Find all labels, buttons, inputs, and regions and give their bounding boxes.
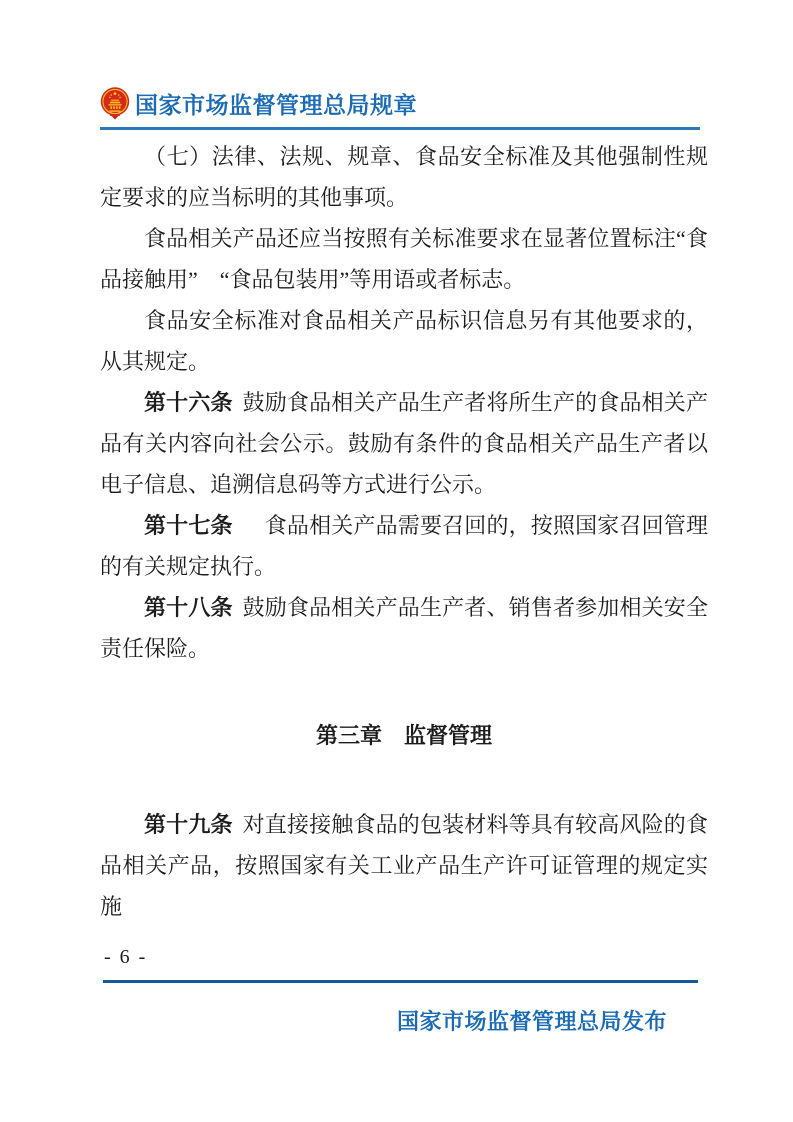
page-number: - 6 - — [104, 946, 148, 968]
paragraph-article-19 — [100, 804, 708, 927]
publisher-label: 国家市场监督管理总局发布 — [396, 1009, 667, 1034]
paragraph-standard-note — [100, 300, 708, 382]
paragraph-text: 食品相关产品需要召回的，按照国家召回管理的有关规定执行。 — [100, 513, 708, 579]
paragraph-article-17 — [100, 505, 708, 587]
article-number-18: 第十八条 — [144, 595, 233, 620]
paragraph-labeling-note — [100, 218, 708, 300]
paragraph-article-18 — [100, 587, 708, 669]
paragraph-text: （七）法律、法规、规章、食品安全标准及其他强制性规定要求的应当标明的其他事项。 — [100, 144, 708, 210]
page-header — [100, 84, 705, 122]
header-rule — [100, 127, 700, 130]
paragraph-text: 对直接接触食品的包装材料等具有较高风险的食品相关产品，按照国家有关工业产品生产许可证管理的规定实施 — [100, 812, 708, 919]
paragraph-text: 鼓励食品相关产品生产者将所生产的食品相关产品有关内容向社会公示。鼓励有条件的食品相关产品生产者以电子信息、追溯信息码等方式进行公示。 — [100, 390, 708, 497]
article-number-17: 第十七条 — [144, 513, 233, 538]
chapter-heading: 第三章 监督管理 — [315, 723, 492, 748]
paragraph-article-16 — [100, 382, 708, 505]
page-title: 国家市场监督管理总局规章 — [135, 91, 417, 118]
paragraph-text: 食品相关产品还应当按照有关标准要求在显著位置标注“食品接触用” “食品包装用”等用语或者标志。 — [100, 226, 708, 292]
document-body — [100, 136, 708, 927]
paragraph-text: 鼓励食品相关产品生产者、销售者参加相关安全责任保险。 — [100, 595, 708, 661]
paragraph-item-7 — [100, 136, 708, 218]
paragraph-text: 食品安全标准对食品相关产品标识信息另有其他要求的，从其规定。 — [100, 308, 708, 374]
article-number-16: 第十六条 — [144, 390, 233, 415]
article-number-19: 第十九条 — [144, 812, 233, 837]
footer-rule — [103, 980, 698, 983]
china-national-emblem-icon — [100, 86, 130, 120]
